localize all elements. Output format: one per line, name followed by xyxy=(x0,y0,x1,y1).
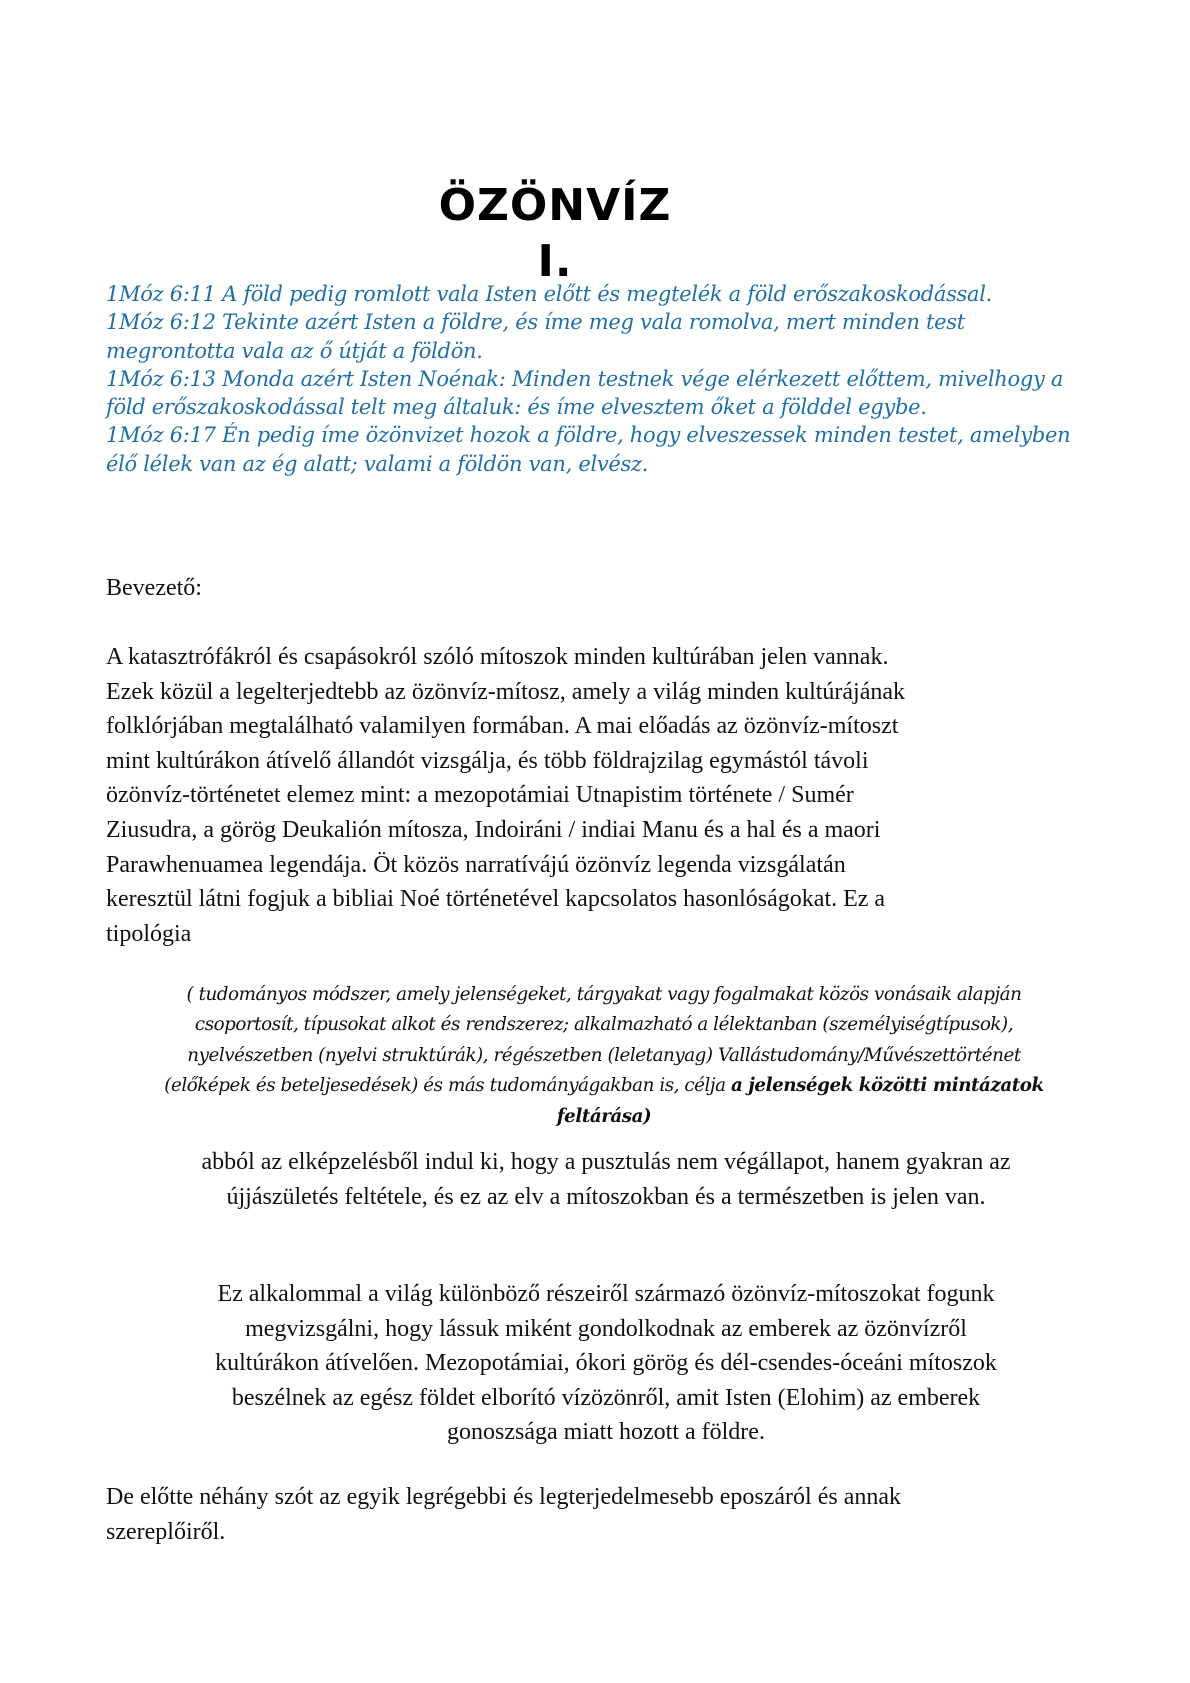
typology-note xyxy=(106,980,1102,1132)
paragraph-line: Ziusudra, a görög Deukalión mítosza, Indoiráni / indiai Manu és a hal és a maori xyxy=(106,816,881,843)
typology-paragraph xyxy=(106,1145,1106,1214)
paragraph-line: megvizsgálni, hogy lássuk miként gondolkodnak az emberek az özönvízről xyxy=(245,1315,967,1342)
note-text: (előképek és beteljesedések) és más tudományágakban is, célja xyxy=(164,1075,731,1097)
document-part-number: I. xyxy=(537,236,573,287)
verse-line: 1Móz 6:12 Tekinte azért Isten a földre, és íme meg vala romolva, mert minden test xyxy=(106,310,965,335)
note-emphasis: feltárása) xyxy=(556,1105,652,1127)
paragraph-line: keresztül látni fogjuk a bibliai Noé történetével kapcsolatos hasonlóságokat. Ez a xyxy=(106,886,886,913)
note-line xyxy=(106,1102,1102,1132)
closing-paragraph xyxy=(106,1480,1106,1549)
occasion-paragraph xyxy=(106,1277,1106,1450)
paragraph-line: De előtte néhány szót az egyik legrégebbi és legterjedelmesebb eposzáról és annak xyxy=(106,1484,901,1510)
intro-paragraph xyxy=(106,640,1096,951)
paragraph-line: újjászületés feltétele, és ez az elv a mítoszokban és a természetben is jelen van. xyxy=(226,1183,986,1210)
verse-line: megrontotta vala az ő útját a földön. xyxy=(106,338,483,363)
paragraph-line: folklórjában megtalálható valamilyen formában. A mai előadás az özönvíz-mítoszt xyxy=(106,713,899,740)
paragraph-line: abból az elképzelésből indul ki, hogy a pusztulás nem végállapot, hanem gyakran az xyxy=(201,1149,1011,1175)
note-line: ( tudományos módszer, amely jelenségeket, tárgyakat vagy fogalmakat közös vonásaik alapján xyxy=(186,984,1022,1005)
note-emphasis: a jelenségek közötti mintázatok xyxy=(730,1075,1044,1097)
paragraph-line: kultúrákon átívelően. Mezopotámiai, ókori görög és dél-csendes-óceáni mítoszok xyxy=(215,1350,997,1377)
paragraph-line: A katasztrófákról és csapásokról szóló mítoszok minden kultúrában jelen vannak. xyxy=(106,644,889,670)
verse-line: föld erőszakoskodással telt meg általuk: és íme elvesztem őket a földdel egybe. xyxy=(106,395,927,420)
intro-heading: Bevezető: xyxy=(106,575,202,601)
paragraph-line: gonoszsága miatt hozott a földre. xyxy=(447,1419,765,1446)
verse-line: 1Móz 6:11 A föld pedig romlott vala Isten előtt és megtelék a föld erőszakoskodással. xyxy=(106,282,993,306)
note-line: nyelvészetben (nyelvi struktúrák), régészetben (leletanyag) Vallástudomány/Művészettörténet xyxy=(187,1044,1021,1066)
paragraph-line: szereplőiről. xyxy=(106,1518,226,1545)
paragraph-line: özönvíz-történetet elemez mint: a mezopotámiai Utnapistim története / Sumér xyxy=(106,782,854,809)
verse-line: 1Móz 6:13 Monda azért Isten Noénak: Minden testnek vége elérkezett előttem, mivelhogy a xyxy=(106,366,1064,391)
paragraph-line: Parawhenuamea legendája. Öt közös narratívájú özönvíz legenda vizsgálatán xyxy=(106,851,846,878)
bible-verses xyxy=(106,280,1106,478)
paragraph-line: Ez alkalommal a világ különböző részeiről származó özönvíz-mítoszokat fogunk xyxy=(217,1281,995,1307)
paragraph-line: tipológia xyxy=(106,920,192,947)
note-line xyxy=(106,1071,1102,1101)
note-line: csoportosít, típusokat alkot és rendszerez; alkalmazható a lélektanban (személyiségtípusok), xyxy=(194,1014,1014,1036)
verse-line: 1Móz 6:17 Én pedig íme özönvizet hozok a földre, hogy elveszessek minden testet, amelyben xyxy=(106,423,1071,448)
paragraph-line: Ezek közül a legelterjedtebb az özönvíz-mítosz, amely a világ minden kultúrájának xyxy=(106,678,906,705)
verse-line: élő lélek van az ég alatt; valami a földön van, elvész. xyxy=(106,451,649,476)
paragraph-line: beszélnek az egész földet elborító vízözönről, amit Isten (Elohim) az emberek xyxy=(231,1384,981,1411)
paragraph-line: mint kultúrákon átívelő állandót vizsgálja, és több földrajzilag egymástól távoli xyxy=(106,747,869,774)
document-title: ÖZÖNVÍZ xyxy=(438,180,672,231)
